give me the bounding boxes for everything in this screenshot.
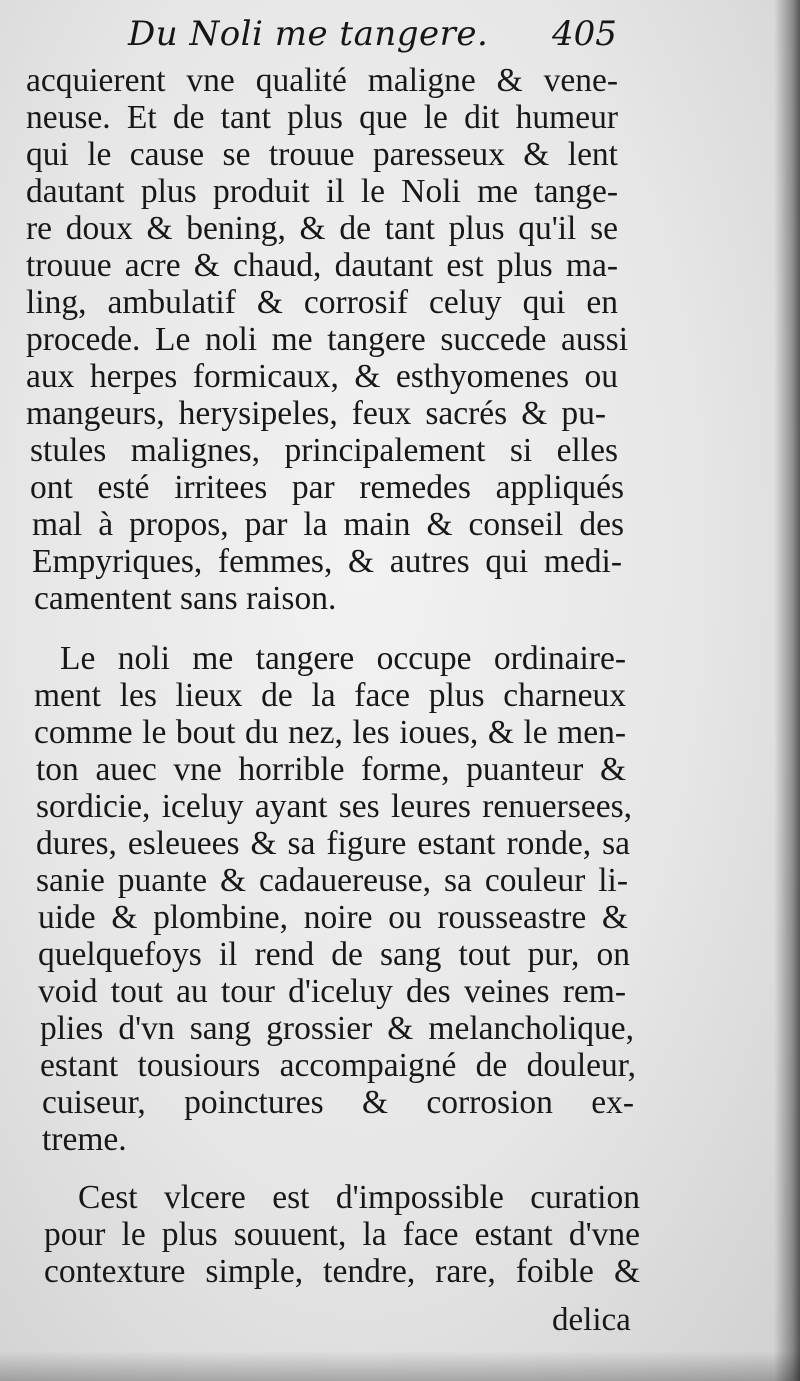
text-line: plies d'vn sang grossier & melancholique, xyxy=(40,1010,634,1047)
text-line: sordicie, iceluy ayant ses leures renuersees, xyxy=(36,788,632,825)
text-line: acquierent vne qualité maligne & vene- xyxy=(26,62,618,99)
text-line: trouue acre & chaud, dautant est plus ma- xyxy=(26,247,618,284)
text-line: ont esté irritees par remedes appliqués xyxy=(30,469,624,506)
text-line: mangeurs, herysipeles, feux sacrés & pu- xyxy=(26,395,606,432)
page-number: 405 xyxy=(552,14,617,54)
text-line: sanie puante & cadauereuse, sa couleur li- xyxy=(36,862,628,899)
text-line: uide & plombine, noire ou rousseastre & xyxy=(38,899,628,936)
text-line: pour le plus souuent, la face estant d'vne xyxy=(44,1216,640,1253)
text-line: stules malignes, principalement si elles xyxy=(30,432,618,469)
text-line: dautant plus produit il le Noli me tange- xyxy=(26,173,618,210)
text-line: estant tousiours accompaigné de douleur, xyxy=(40,1047,636,1084)
text-line: Le noli me tangere occupe ordinaire- xyxy=(60,640,626,677)
catchword: delica xyxy=(552,1302,631,1338)
text-line: aux herpes formicaux, & esthyomenes ou xyxy=(26,358,618,395)
text-line: quelquefoys il rend de sang tout pur, on xyxy=(38,936,630,973)
text-line: treme. xyxy=(42,1121,127,1158)
page-edge-shadow xyxy=(774,0,800,1381)
text-line: qui le cause se trouue paresseux & lent xyxy=(26,136,618,173)
text-line: ment les lieux de la face plus charneux xyxy=(34,677,626,714)
running-title: Du Noli me tangere. xyxy=(128,14,489,54)
text-line: procede. Le noli me tangere succede aussi xyxy=(26,321,628,358)
text-line: ton auec vne horrible forme, puanteur & xyxy=(36,751,626,788)
text-line: void tout au tour d'iceluy des veines rem- xyxy=(38,973,626,1010)
text-line: dures, esleuees & sa figure estant ronde, sa xyxy=(36,825,630,862)
text-line: cuiseur, poinctures & corrosion ex- xyxy=(42,1084,634,1121)
page-bottom-shadow xyxy=(0,1351,800,1381)
text-line: mal à propos, par la main & conseil des xyxy=(32,506,624,543)
text-line: Cest vlcere est d'impossible curation xyxy=(78,1179,640,1216)
running-head xyxy=(0,14,800,64)
text-line: contexture simple, tendre, rare, foible & xyxy=(44,1253,640,1290)
text-line: camentent sans raison. xyxy=(34,580,337,617)
text-line: neuse. Et de tant plus que le dit humeur xyxy=(26,99,618,136)
text-line: comme le bout du nez, les ioues, & le men- xyxy=(34,714,626,751)
text-line: Empyriques, femmes, & autres qui medi- xyxy=(32,543,622,580)
text-line: re doux & bening, & de tant plus qu'il se xyxy=(26,210,618,247)
text-line: ling, ambulatif & corrosif celuy qui en xyxy=(26,284,618,321)
